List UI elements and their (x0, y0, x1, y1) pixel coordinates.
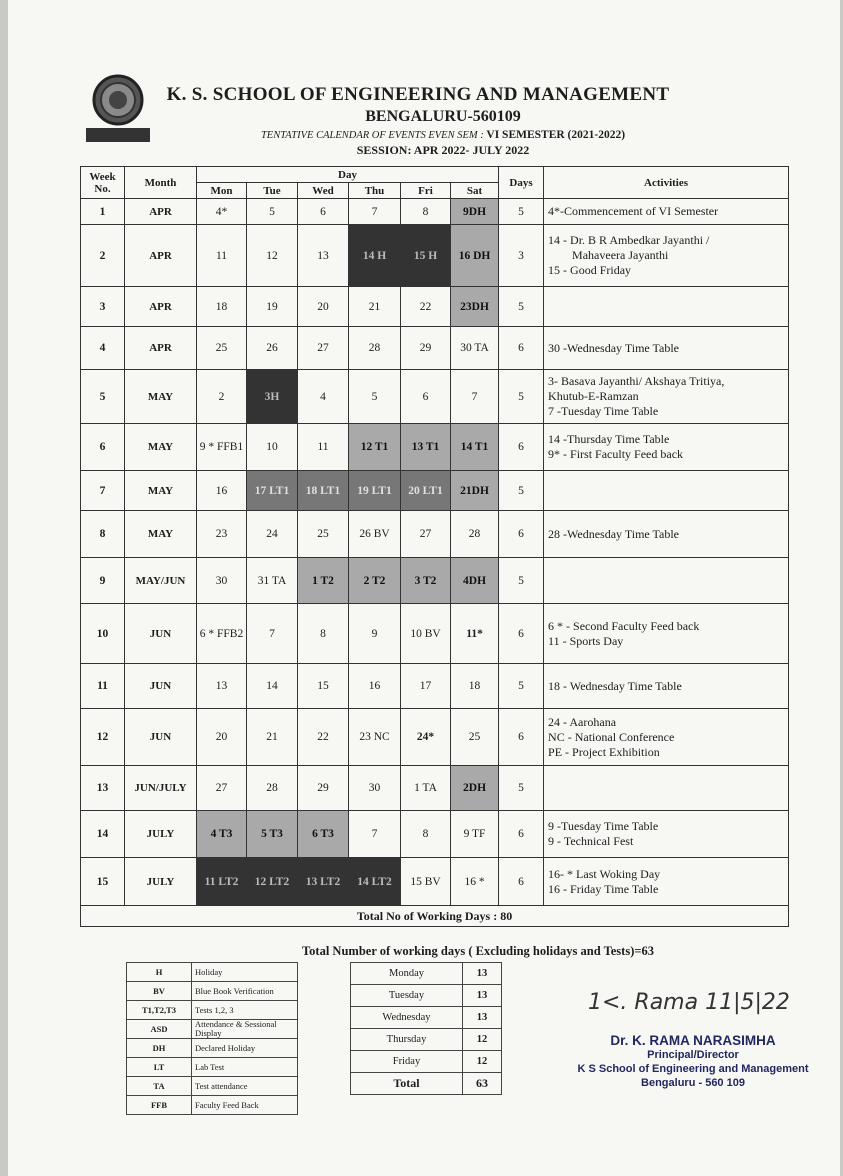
date-cell: 7 (349, 811, 401, 858)
date-cell: 24* (401, 709, 451, 766)
month-cell: JUN (125, 664, 197, 709)
date-cell: 10 (247, 424, 298, 471)
date-cell: 8 (401, 811, 451, 858)
days-count-cell: 6 (499, 511, 544, 558)
calendar-table (80, 166, 789, 927)
date-cell: 18 LT1 (298, 471, 349, 511)
date-cell: 7 (349, 199, 401, 225)
day-name: Friday (351, 1051, 463, 1073)
activity-line: 4*-Commencement of VI Semester (548, 204, 719, 218)
activity-line: 15 - Good Friday (548, 263, 632, 277)
date-cell: 12 (247, 225, 298, 287)
legend-row (127, 1096, 298, 1115)
table-row (81, 327, 789, 370)
activity-line: 30 -Wednesday Time Table (548, 340, 680, 355)
date-cell: 19 (247, 287, 298, 327)
date-cell: 25 (197, 327, 247, 370)
legend-row (127, 1020, 298, 1039)
date-cell: 9 (349, 604, 401, 664)
activities-cell (544, 766, 789, 811)
table-row (81, 766, 789, 811)
activity-line: 16- * Last Woking Day (548, 866, 661, 881)
date-cell: 11 LT2 (197, 858, 247, 906)
activity-line: 28 -Wednesday Time Table (548, 526, 680, 541)
activity-line: 18 - Wednesday Time Table (548, 678, 682, 693)
day-name: Tuesday (351, 985, 463, 1007)
date-cell: 4 (298, 370, 349, 424)
activity-line: 7 -Tuesday Time Table (548, 404, 659, 418)
date-cell: 15 (298, 664, 349, 709)
total-working-days: Total No of Working Days : 80 (81, 906, 789, 927)
date-cell: 12 T1 (349, 424, 401, 471)
days-count-cell: 5 (499, 199, 544, 225)
day-count-row (351, 1029, 502, 1051)
week-number: 6 (81, 424, 125, 471)
day-count: 12 (463, 1029, 502, 1051)
legend-label: Blue Book Verification (192, 982, 298, 1001)
activity-line: 14 -Thursday Time Table (548, 432, 670, 446)
stamp-org: K S School of Engineering and Management (577, 1063, 809, 1075)
week-number: 5 (81, 370, 125, 424)
institution-name: K. S. SCHOOL OF ENGINEERING AND MANAGEMENT (166, 84, 670, 105)
date-cell: 29 (401, 327, 451, 370)
table-row (81, 225, 789, 287)
activities-cell (544, 664, 789, 709)
activity-line: 3- Basava Jayanthi/ Akshaya Tritiya, (548, 374, 725, 388)
date-cell: 1 T2 (298, 558, 349, 604)
date-cell: 11 (298, 424, 349, 471)
date-cell: 29 (298, 766, 349, 811)
legend-label: Tests 1,2, 3 (192, 1001, 298, 1020)
legend-key: TA (127, 1077, 192, 1096)
date-cell: 16 DH (451, 225, 499, 287)
date-cell: 7 (247, 604, 298, 664)
activities-cell (544, 858, 789, 906)
date-cell: 28 (451, 511, 499, 558)
activity-line: 9* - First Faculty Feed back (548, 447, 684, 461)
day-name: Wednesday (351, 1007, 463, 1029)
date-cell: 11* (451, 604, 499, 664)
week-number: 11 (81, 664, 125, 709)
date-cell: 6 T3 (298, 811, 349, 858)
date-cell: 3 T2 (401, 558, 451, 604)
date-cell: 28 (349, 327, 401, 370)
activities-cell (544, 225, 789, 287)
date-cell: 21DH (451, 471, 499, 511)
month-cell: MAY (125, 370, 197, 424)
day-count: 12 (463, 1051, 502, 1073)
week-header: Week No. (81, 167, 125, 199)
date-cell: 16 * (451, 858, 499, 906)
document-page (8, 0, 840, 1176)
day-header: Day (197, 167, 499, 183)
legend-label: Holiday (192, 963, 298, 982)
date-cell: 3H (247, 370, 298, 424)
date-cell: 21 (349, 287, 401, 327)
date-cell: 25 (298, 511, 349, 558)
date-cell: 23 (197, 511, 247, 558)
date-cell: 14 T1 (451, 424, 499, 471)
legend-key: LT (127, 1058, 192, 1077)
date-cell: 27 (197, 766, 247, 811)
college-logo-icon (83, 72, 153, 144)
weekday-header: Mon (197, 183, 247, 199)
days-count-cell: 5 (499, 766, 544, 811)
legend-row (127, 1058, 298, 1077)
week-number: 8 (81, 511, 125, 558)
month-cell: JUN/JULY (125, 766, 197, 811)
date-cell: 18 (197, 287, 247, 327)
activities-header: Activities (544, 167, 789, 199)
date-cell: 11 (197, 225, 247, 287)
date-cell: 30 TA (451, 327, 499, 370)
activity-line: 14 - Dr. B R Ambedkar Jayanthi / (548, 233, 710, 247)
week-number: 2 (81, 225, 125, 287)
date-cell: 8 (401, 199, 451, 225)
date-cell: 21 (247, 709, 298, 766)
day-name: Monday (351, 963, 463, 985)
date-cell: 4* (197, 199, 247, 225)
day-count-row (351, 963, 502, 985)
date-cell: 10 BV (401, 604, 451, 664)
date-cell: 22 (401, 287, 451, 327)
week-number: 3 (81, 287, 125, 327)
table-row (81, 511, 789, 558)
month-cell: JULY (125, 858, 197, 906)
table-row (81, 604, 789, 664)
date-cell: 5 T3 (247, 811, 298, 858)
day-count: 13 (463, 985, 502, 1007)
days-count-cell: 3 (499, 225, 544, 287)
day-count-row (351, 1073, 502, 1095)
stamp-title: Principal/Director (647, 1049, 739, 1061)
month-cell: APR (125, 225, 197, 287)
activities-cell (544, 811, 789, 858)
date-cell: 2 T2 (349, 558, 401, 604)
date-cell: 26 (247, 327, 298, 370)
activity-line: PE - Project Exhibition (548, 744, 660, 759)
date-cell: 7 (451, 370, 499, 424)
table-row (81, 664, 789, 709)
day-name: Total (351, 1073, 463, 1095)
activities-cell (544, 709, 789, 766)
date-cell: 13 LT2 (298, 858, 349, 906)
month-cell: APR (125, 327, 197, 370)
weekday-header: Wed (298, 183, 349, 199)
days-count-cell: 6 (499, 327, 544, 370)
legend-row (127, 963, 298, 982)
date-cell: 2DH (451, 766, 499, 811)
date-cell: 15 H (401, 225, 451, 287)
date-cell: 30 (349, 766, 401, 811)
date-cell: 15 BV (401, 858, 451, 906)
legend-key: ASD (127, 1020, 192, 1039)
stamp-name: Dr. K. RAMA NARASIMHA (610, 1033, 776, 1048)
days-count-cell: 6 (499, 424, 544, 471)
date-cell: 9DH (451, 199, 499, 225)
date-cell: 13 T1 (401, 424, 451, 471)
date-cell: 27 (401, 511, 451, 558)
date-cell: 13 (197, 664, 247, 709)
date-cell: 17 (401, 664, 451, 709)
day-count-row (351, 985, 502, 1007)
week-number: 12 (81, 709, 125, 766)
date-cell: 27 (298, 327, 349, 370)
month-cell: APR (125, 199, 197, 225)
weekday-header: Tue (247, 183, 298, 199)
date-cell: 17 LT1 (247, 471, 298, 511)
days-count-cell: 5 (499, 471, 544, 511)
activities-cell (544, 199, 789, 225)
day-count-row (351, 1007, 502, 1029)
table-row (81, 709, 789, 766)
month-cell: MAY (125, 424, 197, 471)
date-cell: 1 TA (401, 766, 451, 811)
legend-key: DH (127, 1039, 192, 1058)
date-cell: 23 NC (349, 709, 401, 766)
week-number: 7 (81, 471, 125, 511)
legend-key: BV (127, 982, 192, 1001)
date-cell: 5 (349, 370, 401, 424)
table-row (81, 370, 789, 424)
activity-line: 24 - Aarohana (548, 714, 617, 729)
date-cell: 28 (247, 766, 298, 811)
days-header: Days (499, 167, 544, 199)
days-count-cell: 6 (499, 709, 544, 766)
date-cell: 30 (197, 558, 247, 604)
week-number: 13 (81, 766, 125, 811)
day-count-row (351, 1051, 502, 1073)
date-cell: 31 TA (247, 558, 298, 604)
activity-line: Khutub-E-Ramzan (548, 389, 639, 403)
date-cell: 4DH (451, 558, 499, 604)
date-cell: 5 (247, 199, 298, 225)
weekday-header: Fri (401, 183, 451, 199)
days-count-cell: 6 (499, 858, 544, 906)
day-count-table (350, 962, 502, 1095)
date-cell: 13 (298, 225, 349, 287)
week-number: 10 (81, 604, 125, 664)
activities-cell (544, 327, 789, 370)
table-row (81, 287, 789, 327)
activities-cell (544, 370, 789, 424)
legend-label: Attendance & Sessional Display (192, 1020, 298, 1039)
legend-row (127, 1077, 298, 1096)
principal-stamp (548, 1034, 838, 1090)
month-cell: MAY (125, 471, 197, 511)
activity-line: 9 - Technical Fest (548, 834, 634, 848)
table-row (81, 558, 789, 604)
date-cell: 16 (349, 664, 401, 709)
table-row (81, 858, 789, 906)
day-count: 13 (463, 1007, 502, 1029)
date-cell: 12 LT2 (247, 858, 298, 906)
date-cell: 9 TF (451, 811, 499, 858)
date-cell: 25 (451, 709, 499, 766)
table-row (81, 471, 789, 511)
date-cell: 19 LT1 (349, 471, 401, 511)
institution-city: BENGALURU-560109 (365, 108, 521, 125)
date-cell: 16 (197, 471, 247, 511)
day-count: 63 (463, 1073, 502, 1095)
summary-title: Total Number of working days ( Excluding holidays and Tests)=63 (301, 944, 654, 958)
date-cell: 18 (451, 664, 499, 709)
date-cell: 6 (401, 370, 451, 424)
stamp-place: Bengaluru - 560 109 (641, 1077, 745, 1089)
month-cell: JUN (125, 604, 197, 664)
legend-label: Test attendance (192, 1077, 298, 1096)
activities-cell (544, 511, 789, 558)
date-cell: 14 LT2 (349, 858, 401, 906)
month-cell: JULY (125, 811, 197, 858)
activities-cell (544, 604, 789, 664)
document-header (166, 84, 708, 158)
days-count-cell: 5 (499, 370, 544, 424)
date-cell: 24 (247, 511, 298, 558)
legend-key: H (127, 963, 192, 982)
activities-cell (544, 471, 789, 511)
month-cell: MAY/JUN (125, 558, 197, 604)
date-cell: 20 LT1 (401, 471, 451, 511)
weekday-header: Thu (349, 183, 401, 199)
session-label: SESSION: APR 2022- JULY 2022 (356, 143, 530, 157)
activity-line: 16 - Friday Time Table (548, 881, 659, 896)
month-cell: MAY (125, 511, 197, 558)
week-number: 1 (81, 199, 125, 225)
legend-key: T1,T2,T3 (127, 1001, 192, 1020)
table-row (81, 199, 789, 225)
activity-line: 9 -Tuesday Time Table (548, 819, 659, 833)
handwritten-signature: 1<. Rama 11|5|22 (588, 990, 790, 1015)
days-count-cell: 5 (499, 287, 544, 327)
day-name: Thursday (351, 1029, 463, 1051)
days-count-cell: 5 (499, 664, 544, 709)
legend-table (126, 962, 298, 1115)
week-number: 15 (81, 858, 125, 906)
legend-row (127, 1001, 298, 1020)
legend-row (127, 982, 298, 1001)
calendar-title: TENTATIVE CALENDAR OF EVENTS EVEN SEM : VI SEMESTER (2021-2022) (260, 129, 626, 141)
legend-label: Faculty Feed Back (192, 1096, 298, 1115)
weekday-header: Sat (451, 183, 499, 199)
date-cell: 4 T3 (197, 811, 247, 858)
legend-row (127, 1039, 298, 1058)
activities-cell (544, 424, 789, 471)
date-cell: 26 BV (349, 511, 401, 558)
days-count-cell: 5 (499, 558, 544, 604)
days-count-cell: 6 (499, 811, 544, 858)
date-cell: 14 H (349, 225, 401, 287)
date-cell: 6 (298, 199, 349, 225)
activity-line: Mahaveera Jayanthi (572, 248, 669, 262)
week-number: 9 (81, 558, 125, 604)
week-number: 14 (81, 811, 125, 858)
date-cell: 22 (298, 709, 349, 766)
date-cell: 14 (247, 664, 298, 709)
day-count: 13 (463, 963, 502, 985)
legend-key: FFB (127, 1096, 192, 1115)
month-header: Month (125, 167, 197, 199)
legend-label: Lab Test (192, 1058, 298, 1077)
date-cell: 9 * FFB1 (197, 424, 247, 471)
date-cell: 8 (298, 604, 349, 664)
table-row (81, 424, 789, 471)
month-cell: APR (125, 287, 197, 327)
date-cell: 20 (197, 709, 247, 766)
legend-label: Declared Holiday (192, 1039, 298, 1058)
activity-line: NC - National Conference (548, 729, 675, 744)
date-cell: 20 (298, 287, 349, 327)
month-cell: JUN (125, 709, 197, 766)
activities-cell (544, 558, 789, 604)
date-cell: 6 * FFB2 (197, 604, 247, 664)
activity-line: 11 - Sports Day (548, 633, 624, 648)
table-row (81, 811, 789, 858)
week-number: 4 (81, 327, 125, 370)
date-cell: 2 (197, 370, 247, 424)
activities-cell (544, 287, 789, 327)
date-cell: 23DH (451, 287, 499, 327)
activity-line: 6 * - Second Faculty Feed back (548, 618, 700, 633)
days-count-cell: 6 (499, 604, 544, 664)
